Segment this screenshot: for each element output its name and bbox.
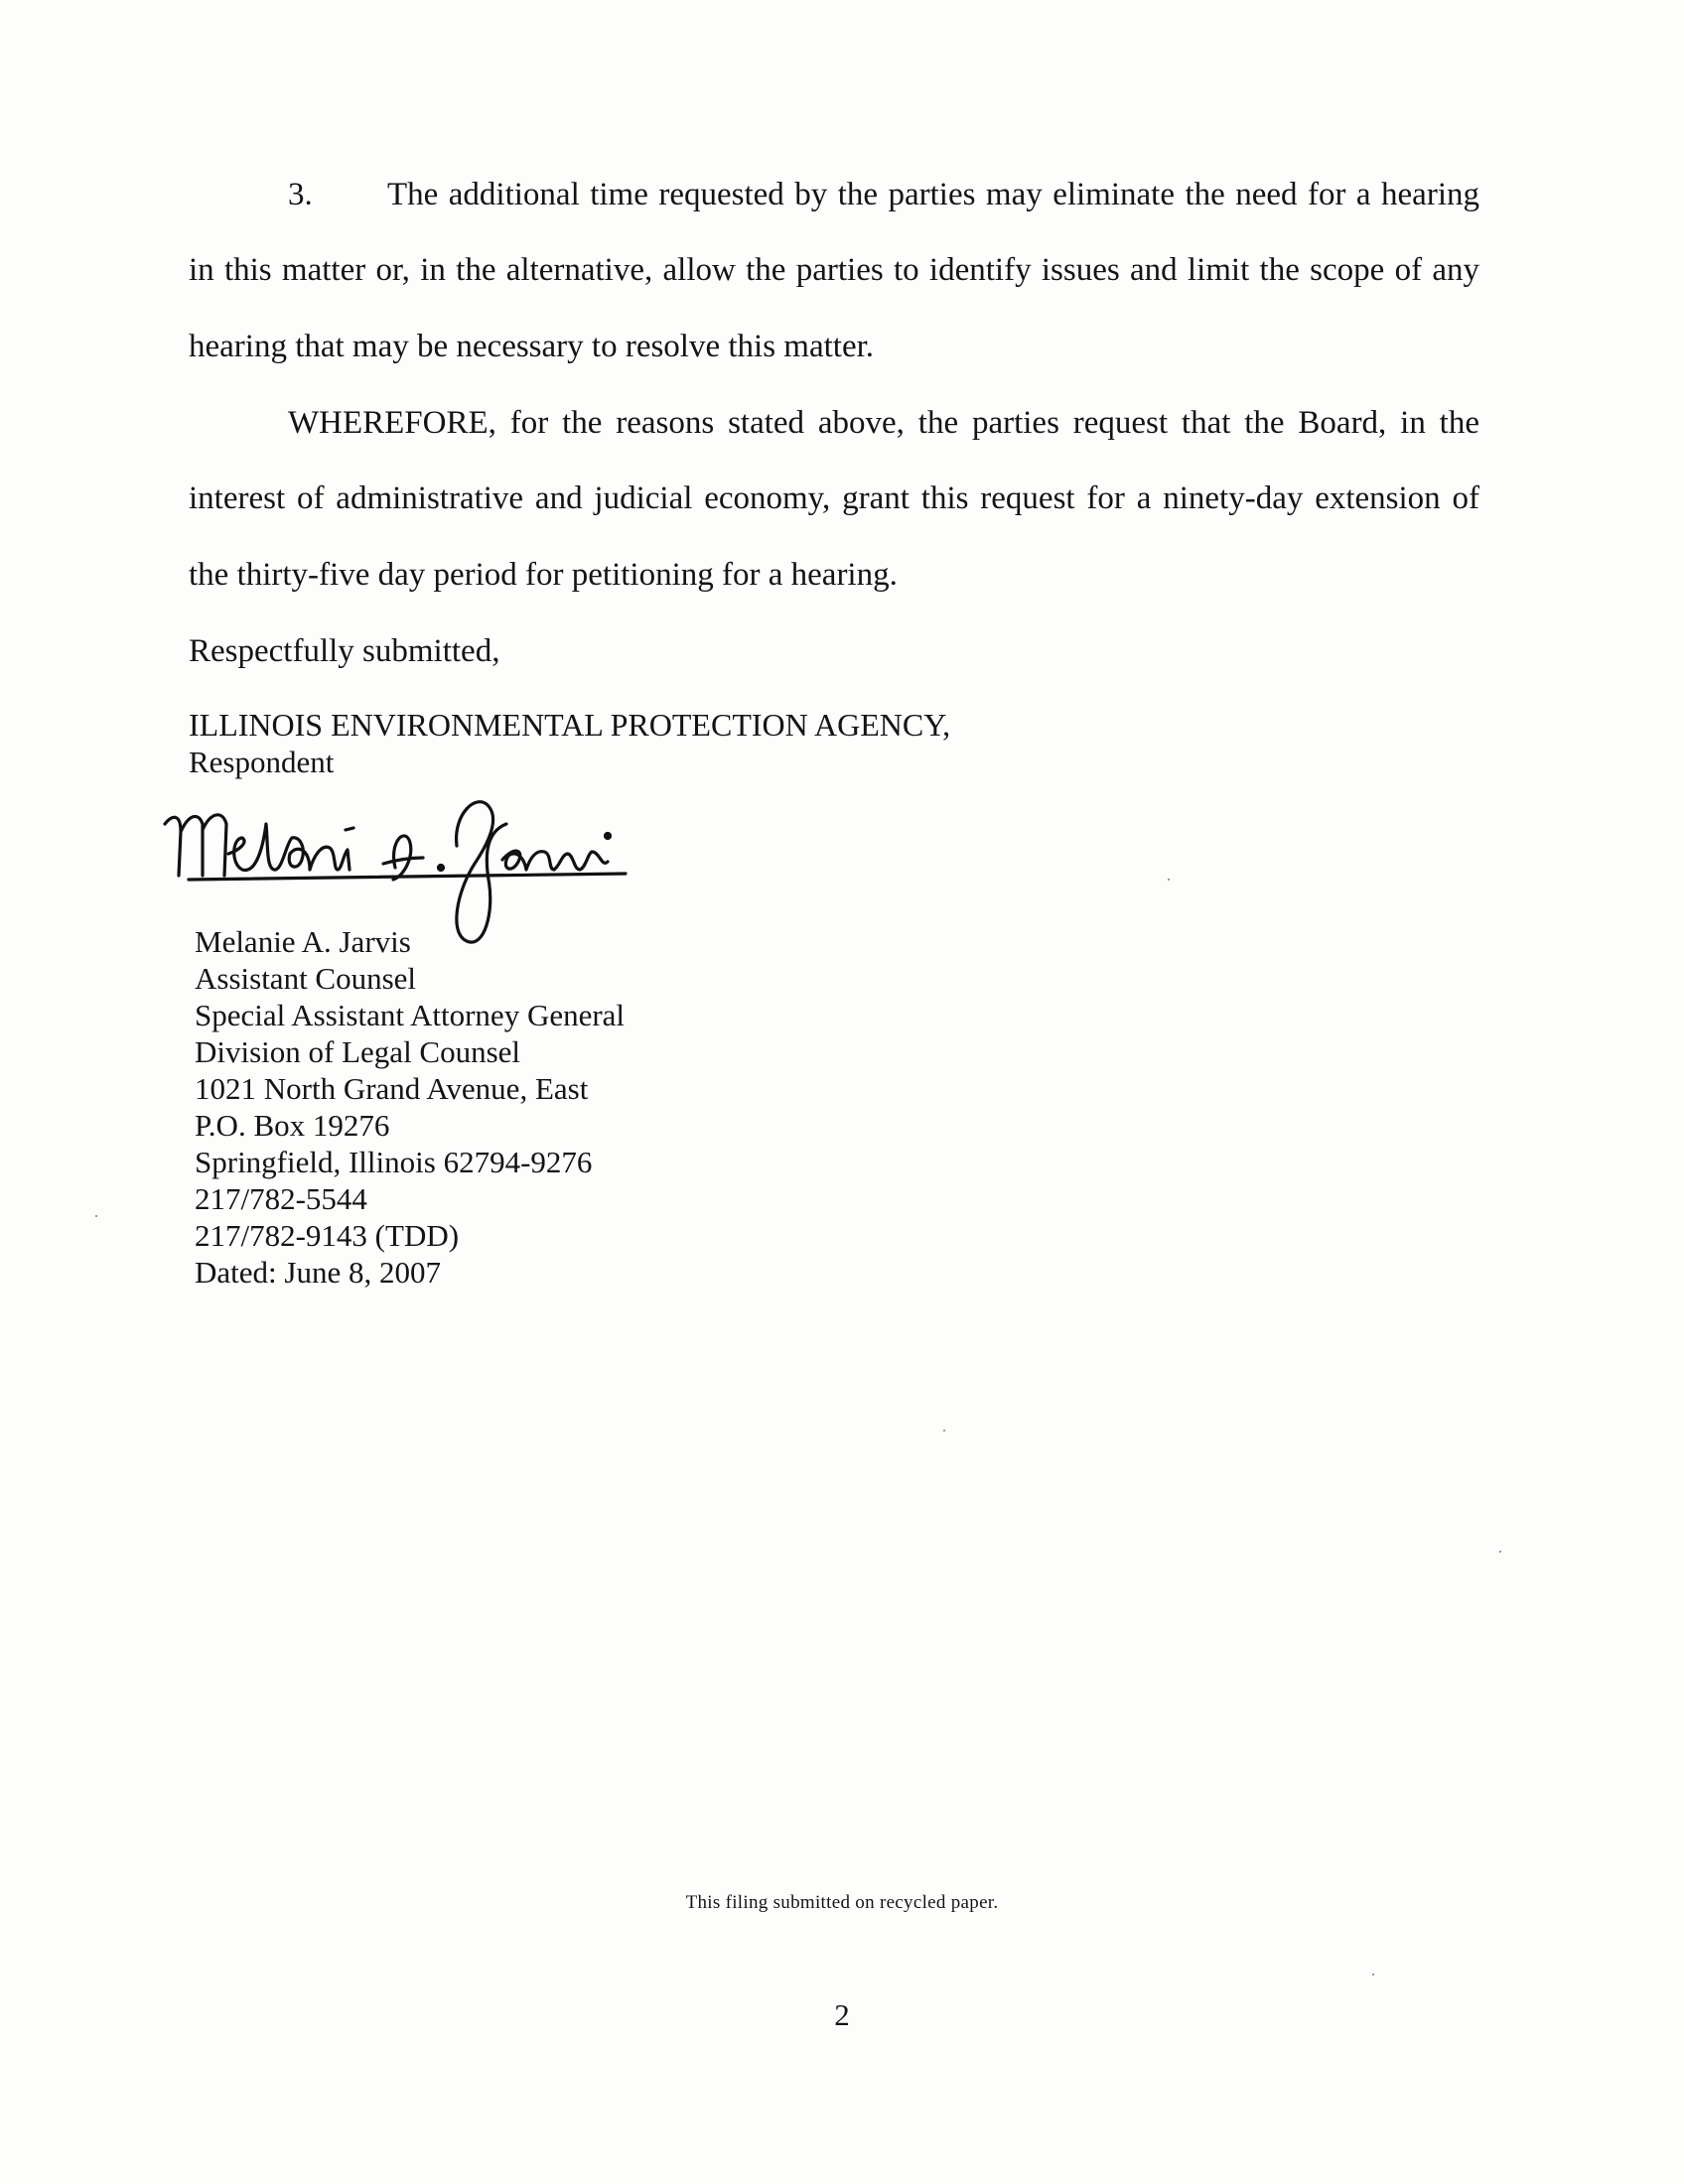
dated-line: Dated: June 8, 2007 xyxy=(195,1255,441,1290)
address-city: Springfield, Illinois 62794-9276 xyxy=(195,1145,593,1179)
scan-speck xyxy=(1372,1974,1374,1976)
paragraph-3-line-2: in this matter or, in the alternative, allow the parties to identify issues and limit the scope of any xyxy=(189,252,1479,288)
agency-role: Respondent xyxy=(189,745,335,779)
wherefore-line-3: the thirty-five day period for petitioning for a hearing. xyxy=(189,557,898,593)
wherefore-line-1: WHEREFORE, for the reasons stated above, the parties request that the Board, in the xyxy=(288,405,1479,441)
paragraph-3-line-1: 3. The additional time requested by the parties may eliminate the need for a hearing xyxy=(288,177,1479,212)
address-street: 1021 North Grand Avenue, East xyxy=(195,1071,589,1106)
signer-title-2: Special Assistant Attorney General xyxy=(195,998,626,1032)
paragraph-number: 3. xyxy=(288,177,313,212)
scan-speck xyxy=(1499,1551,1501,1553)
tdd-number: 217/782-9143 (TDD) xyxy=(195,1218,460,1253)
scan-speck xyxy=(95,1215,97,1217)
paragraph-3-line-3: hearing that may be necessary to resolve this matter. xyxy=(189,329,875,364)
signature-block xyxy=(195,824,625,1291)
agency-name: ILLINOIS ENVIRONMENTAL PROTECTION AGENCY, xyxy=(189,707,951,743)
phone-number: 217/782-5544 xyxy=(195,1181,367,1216)
wherefore-line-2: interest of administrative and judicial economy, grant this request for a ninety-day extension of xyxy=(189,480,1479,516)
scan-speck xyxy=(1168,879,1170,881)
address-po-box: P.O. Box 19276 xyxy=(195,1108,390,1143)
signer-name: Melanie A. Jarvis xyxy=(195,924,411,959)
signer-title: Assistant Counsel xyxy=(195,961,417,996)
page-number: 2 xyxy=(834,1997,850,2032)
signer-division: Division of Legal Counsel xyxy=(195,1034,521,1069)
recycled-paper-note: This filing submitted on recycled paper. xyxy=(685,1892,999,1913)
scan-speck xyxy=(943,1430,945,1432)
closing-text: Respectfully submitted, xyxy=(189,633,500,669)
